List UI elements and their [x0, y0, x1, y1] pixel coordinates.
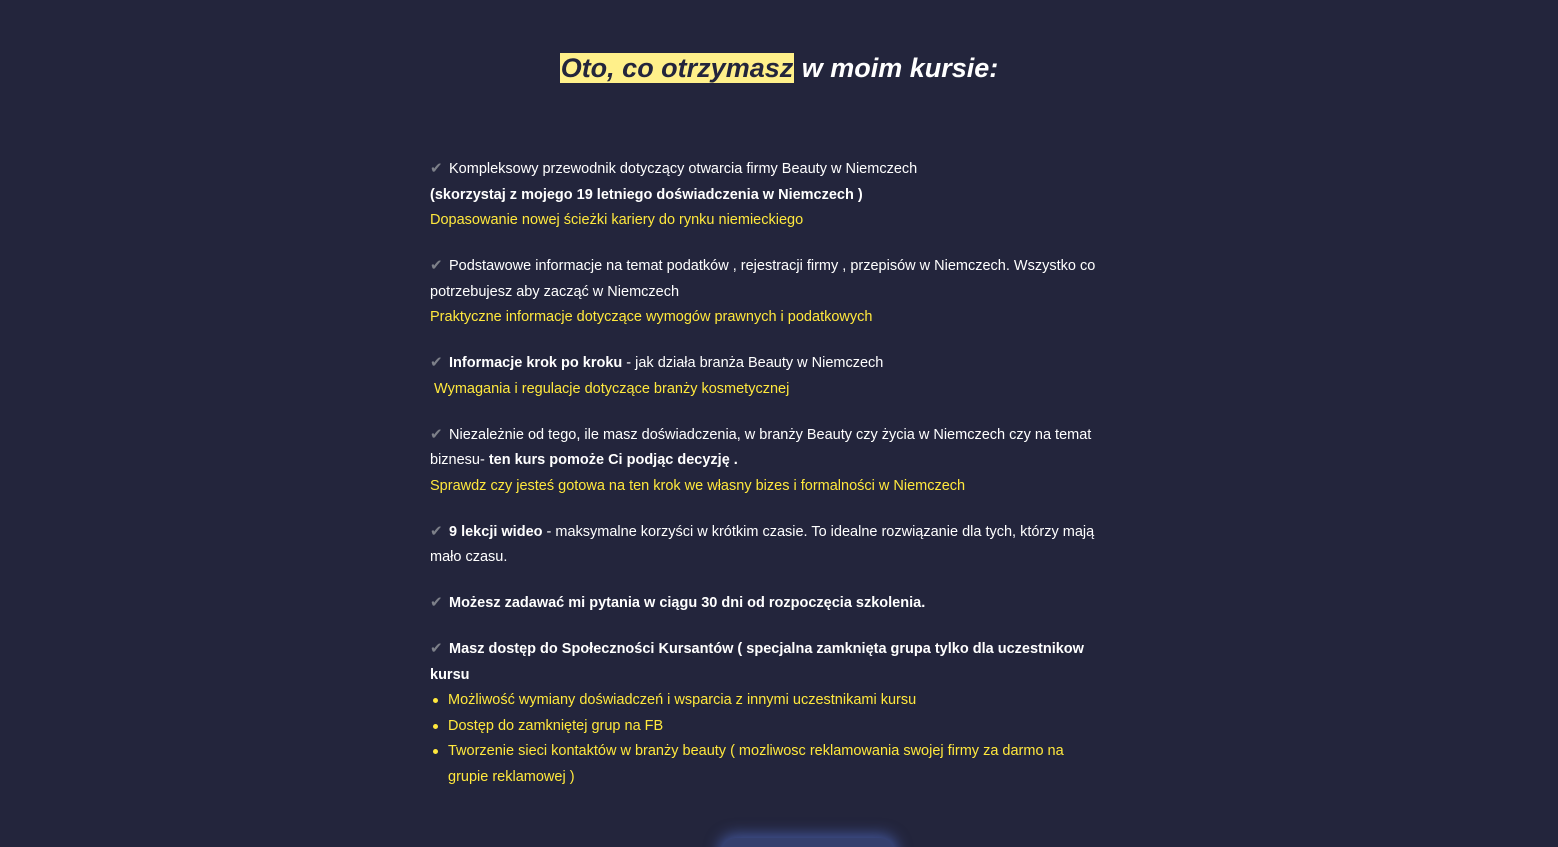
benefit-text: Niezależnie od tego, ile masz doświadczenia, w branży Beauty czy życia w Niemczech czy na temat biznesu- — [430, 426, 1092, 468]
benefit-item — [430, 519, 1100, 571]
list-item: Dostęp do zamkniętej grup na FB — [430, 714, 1100, 740]
list-item: Możliwość wymiany doświadczeń i wsparcia z innymi uczestnikami kursu — [430, 688, 1100, 714]
benefit-bold: Informacje krok po kroku — [449, 355, 623, 371]
benefit-text: Kompleksowy przewodnik dotyczący otwarcia firmy Beauty w Niemczech — [449, 161, 918, 177]
benefit-text: - jak działa branża Beauty w Niemczech — [622, 355, 884, 371]
benefit-highlight: Dopasowanie nowej ścieżki kariery do rynku niemieckiego — [430, 212, 804, 228]
benefit-bold: Możesz zadawać mi pytania w ciągu 30 dni od rozpoczęcia szkolenia. — [449, 595, 926, 611]
page-title — [0, 50, 1558, 86]
benefit-text: Podstawowe informacje na temat podatków , rejestracji firmy , przepisów w Niemczech. Wszystko co potrzebujesz aby zacząć w Niemczech — [430, 258, 1096, 300]
check-mark-icon: ✔ — [430, 425, 443, 443]
benefit-highlight: Praktyczne informacje dotyczące wymogów prawnych i podatkowych — [430, 309, 873, 325]
check-mark-icon: ✔ — [430, 594, 443, 611]
benefit-highlight: Sprawdz czy jesteś gotowa na ten krok we własny bizes i formalności w Niemczech — [430, 477, 966, 494]
benefit-bold: (skorzystaj z mojego 19 letniego doświadczenia w Niemczech ) — [430, 186, 863, 203]
benefit-highlight: Wymagania i regulacje dotyczące branży kosmetycznej — [430, 380, 790, 397]
course-benefits — [430, 156, 1100, 810]
benefit-item — [430, 253, 1100, 331]
benefit-item — [430, 636, 1100, 790]
heading-highlight: Oto, co otrzymasz — [560, 53, 794, 83]
check-mark-icon: ✔ — [430, 522, 443, 540]
heading-rest: w moim kursie: — [794, 53, 999, 83]
benefit-bold: Masz dostęp do Społeczności Kursantów ( specjalna zamknięta grupa tylko dla uczestnikow kursu — [430, 641, 1084, 683]
benefit-item — [430, 422, 1100, 500]
benefit-bold: 9 lekcji wideo — [449, 523, 543, 540]
benefit-bold: ten kurs pomoże Ci podjąc decyzję . — [488, 452, 738, 468]
benefit-item — [430, 350, 1100, 402]
community-benefits-list — [430, 688, 1100, 790]
benefit-item — [430, 156, 1100, 234]
cta-button[interactable] — [722, 838, 894, 847]
benefit-text: - maksymalne korzyści w krótkim czasie. To idealne rozwiązanie dla tych, którzy mają mało czasu. — [430, 523, 1095, 565]
check-mark-icon: ✔ — [430, 257, 443, 274]
benefit-item — [430, 590, 1100, 617]
check-mark-icon: ✔ — [430, 354, 443, 371]
check-mark-icon: ✔ — [430, 640, 443, 657]
check-mark-icon: ✔ — [430, 160, 443, 177]
list-item: Tworzenie sieci kontaktów w branży beauty ( mozliwosc reklamowania swojej firmy za darmo na grupie reklamowej ) — [430, 739, 1100, 790]
